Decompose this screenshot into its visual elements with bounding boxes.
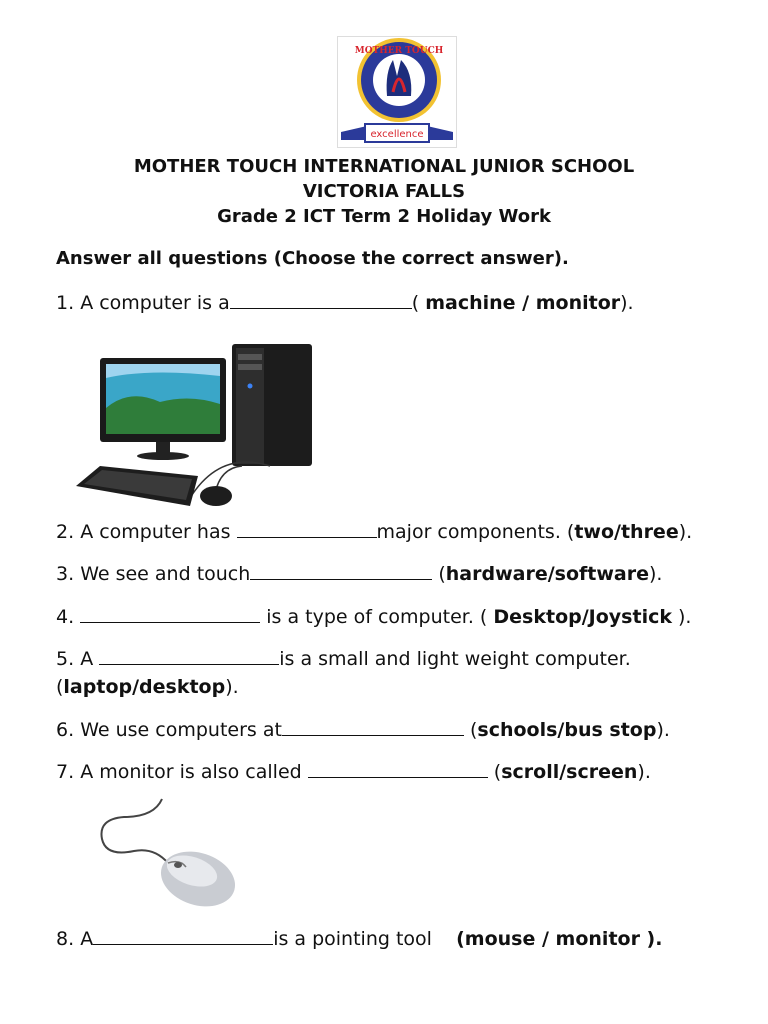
answer-blank[interactable]	[250, 561, 432, 580]
question-text: (	[411, 292, 426, 314]
question-text: We see and touch	[80, 563, 251, 585]
question-text: ).	[648, 563, 663, 585]
school-location: VICTORIA FALLS	[302, 181, 466, 202]
answer-blank[interactable]	[237, 519, 377, 538]
question-text: ).	[671, 606, 692, 628]
question-text: ).	[620, 292, 634, 314]
question-4	[56, 604, 691, 628]
answer-options: scroll/screen	[501, 761, 638, 783]
answer-options: (mouse / monitor ).	[456, 928, 663, 950]
answer-options: hardware/software	[445, 563, 649, 585]
answer-options: machine / monitor	[425, 292, 621, 314]
question-2	[56, 519, 692, 543]
question-number: 2.	[56, 521, 75, 543]
question-text: A monitor is also called	[80, 761, 308, 783]
question-text: (	[463, 719, 478, 741]
answer-options: laptop/desktop	[63, 676, 226, 698]
question-text: (	[487, 761, 502, 783]
answer-options: schools/bus stop	[477, 719, 657, 741]
question-8	[56, 926, 662, 950]
question-text: ).	[678, 521, 693, 543]
logo-ring-text: MOTHER TOUCH	[354, 46, 444, 56]
instruction: Answer all questions (Choose the correct answer).	[56, 248, 569, 269]
answer-options: Desktop/Joystick	[493, 606, 672, 628]
question-text: ).	[656, 719, 670, 741]
desktop-computer-image	[70, 338, 320, 514]
question-number: 6.	[56, 719, 75, 741]
answer-blank[interactable]	[80, 604, 260, 623]
question-number: 4.	[56, 606, 75, 628]
question-text: ).	[225, 676, 239, 698]
question-text: A	[80, 928, 94, 950]
answer-blank[interactable]	[99, 646, 279, 665]
question-3	[56, 561, 662, 585]
question-number: 3.	[56, 563, 75, 585]
question-text: A	[80, 648, 100, 670]
question-5	[56, 646, 631, 670]
question-6	[56, 717, 670, 741]
question-7	[56, 759, 651, 783]
school-name: MOTHER TOUCH INTERNATIONAL JUNIOR SCHOOL	[133, 156, 635, 177]
question-text: We use computers at	[80, 719, 282, 741]
question-1	[56, 290, 634, 314]
question-text: A computer has	[80, 521, 237, 543]
logo-banner-text: excellence	[370, 129, 424, 140]
question-text: A computer is a	[80, 292, 230, 314]
computer-mouse-image	[94, 793, 239, 911]
answer-blank[interactable]	[230, 290, 412, 309]
question-number: 5.	[56, 648, 75, 670]
question-number: 8.	[56, 928, 75, 950]
question-text: is a small and light weight computer.	[279, 648, 631, 670]
answer-options: two/three	[574, 521, 679, 543]
school-logo	[337, 36, 457, 148]
answer-blank[interactable]	[93, 926, 273, 945]
answer-blank[interactable]	[308, 759, 488, 778]
question-text: is a pointing tool	[273, 928, 432, 950]
question-number: 7.	[56, 761, 75, 783]
question-number: 1.	[56, 292, 75, 314]
worksheet-title: Grade 2 ICT Term 2 Holiday Work	[217, 206, 551, 227]
question-text: major components. (	[376, 521, 575, 543]
question-text: ).	[637, 761, 651, 783]
question-text: (	[432, 563, 446, 585]
question-5-options: (laptop/desktop).	[56, 676, 239, 698]
question-text: is a type of computer. (	[260, 606, 494, 628]
answer-blank[interactable]	[282, 717, 464, 736]
